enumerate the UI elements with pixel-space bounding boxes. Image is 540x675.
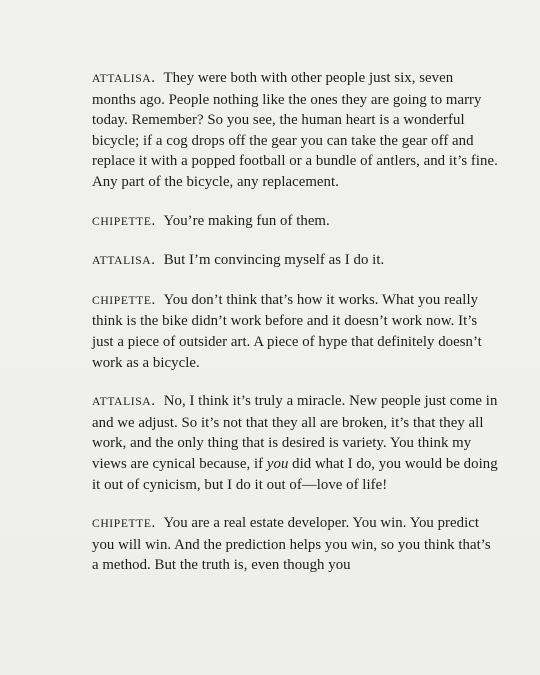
speaker-name: CHIPETTE bbox=[92, 214, 152, 228]
dialogue-line-4 bbox=[92, 290, 500, 373]
speaker-name: CHIPETTE bbox=[92, 293, 152, 307]
dialogue-text-before: No, I think it’s truly a miracle. New people just come in and we adjust. So it’s not that they all are broken, it’s that they all work, and the only thing that is desired is variety. You think my views are cynical because, if bbox=[92, 393, 498, 472]
dialogue-text-after: did what I do, you would be doing it out of cynicism, but I do it out of—love of life! bbox=[92, 455, 498, 493]
dialogue-line-1 bbox=[92, 68, 500, 193]
dialogue-text: You’re making fun of them. bbox=[163, 212, 330, 229]
speaker-name: CHIPETTE bbox=[92, 517, 152, 531]
speaker-period: . bbox=[151, 393, 156, 410]
dialogue-text: But I’m convincing myself as I do it. bbox=[163, 252, 385, 269]
dialogue-line-2 bbox=[92, 211, 500, 233]
speaker-period: . bbox=[151, 252, 156, 269]
dialogue-line-6 bbox=[92, 513, 500, 576]
speaker-name: ATTALISA bbox=[92, 254, 152, 268]
speaker-period: . bbox=[151, 212, 156, 229]
speaker-name: ATTALISA bbox=[92, 395, 152, 409]
speaker-period: . bbox=[151, 515, 156, 532]
dialogue-text: You don’t think that’s how it works. What you really think is the bike didn’t work before and it doesn’t work now. It’s just a piece of outsider art. A piece of hype that definitely doesn’t work as a bicycle. bbox=[92, 291, 482, 371]
dialogue-line-5 bbox=[92, 391, 500, 495]
speaker-period: . bbox=[151, 70, 156, 86]
dialogue-text: They were both with other people just six, seven months ago. People nothing like the ones they are going to marry today. Remember? So you see, the human heart is a wonderful bicycle; if a cog drops off the gear you can take the gear off and replace it with a popped football or a bundle of antlers, and it’s fine. Any part of the bicycle, any replacement. bbox=[92, 70, 498, 190]
speaker-name: ATTALISA bbox=[92, 72, 152, 85]
dialogue-text: You are a real estate developer. You win. You predict you will win. And the prediction helps you win, so you think that’s a method. But the truth is, even though you bbox=[92, 515, 491, 574]
emphasized-word: you bbox=[266, 455, 289, 472]
dialogue-line-3 bbox=[92, 250, 500, 272]
speaker-period: . bbox=[151, 291, 156, 308]
